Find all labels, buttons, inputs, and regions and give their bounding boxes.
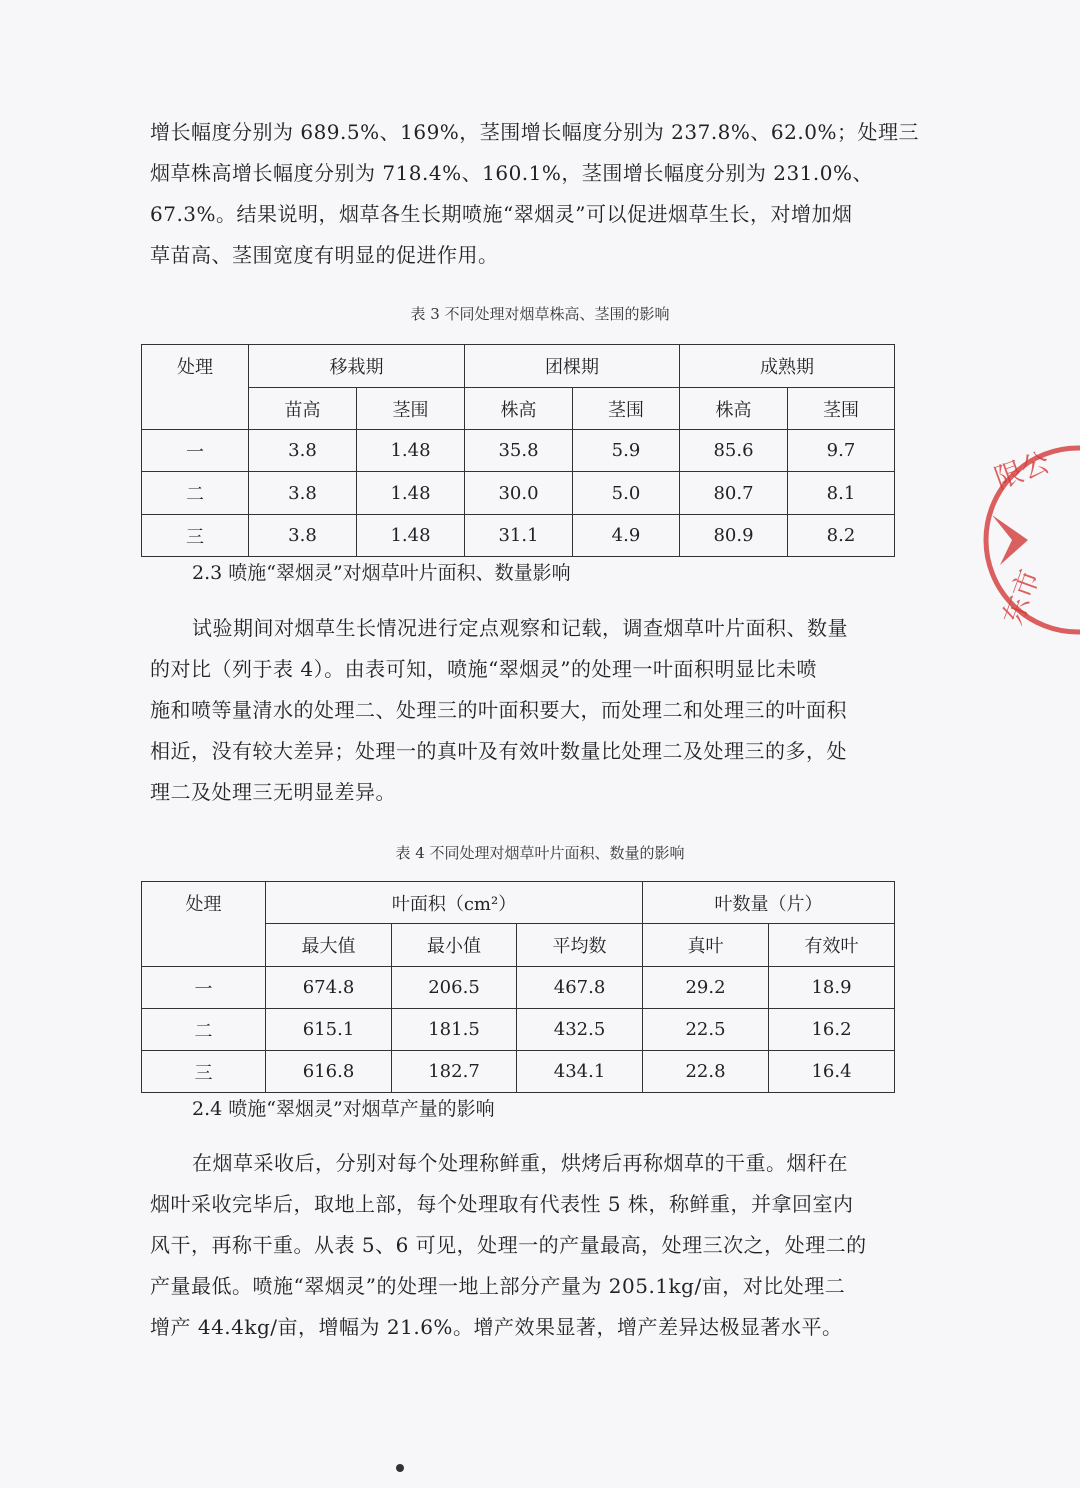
table3-row-label: 三 bbox=[142, 515, 249, 557]
table3-row-label: 一 bbox=[142, 430, 249, 472]
table-cell: 4.9 bbox=[573, 515, 680, 557]
text-line: 草苗高、茎围宽度有明显的促进作用。 bbox=[150, 243, 499, 267]
table3-header-transplant: 移栽期 bbox=[249, 345, 465, 388]
table3-subheader: 茎围 bbox=[357, 388, 465, 430]
seal-text-bottom: 东市 bbox=[996, 565, 1047, 629]
paragraph-yield bbox=[150, 1143, 895, 1348]
table-row bbox=[142, 1051, 895, 1093]
table-cell: 3.8 bbox=[249, 472, 357, 515]
table3 bbox=[141, 344, 895, 557]
table4-subheader: 有效叶 bbox=[769, 924, 895, 967]
text-line: 的对比（列于表 4）。由表可知，喷施“翠烟灵”的处理一叶面积明显比未喷 bbox=[150, 657, 818, 681]
table-cell: 5.9 bbox=[573, 430, 680, 472]
table3-row-label: 二 bbox=[142, 472, 249, 515]
text-line: 风干，再称干重。从表 5、6 可见，处理一的产量最高，处理三次之，处理二的 bbox=[150, 1233, 867, 1257]
table-cell: 80.7 bbox=[680, 472, 788, 515]
table3-header-mature: 成熟期 bbox=[680, 345, 895, 388]
table-cell: 8.2 bbox=[788, 515, 895, 557]
text-line: 增产 44.4kg/亩，增幅为 21.6%。增产效果显著，增产差异达极显著水平。 bbox=[150, 1315, 843, 1339]
table4-subheader: 最小值 bbox=[392, 924, 517, 967]
table-cell: 16.4 bbox=[769, 1051, 895, 1093]
text-line: 产量最低。喷施“翠烟灵”的处理一地上部分产量为 205.1kg/亩，对比处理二 bbox=[150, 1274, 846, 1298]
table-cell: 35.8 bbox=[465, 430, 573, 472]
table-cell: 85.6 bbox=[680, 430, 788, 472]
table-cell: 206.5 bbox=[392, 967, 517, 1009]
table-cell: 1.48 bbox=[357, 430, 465, 472]
section-2-3-heading: 2.3 喷施“翠烟灵”对烟草叶片面积、数量影响 bbox=[192, 562, 571, 584]
text-line: 理二及处理三无明显差异。 bbox=[150, 780, 396, 804]
table4-subheader: 最大值 bbox=[266, 924, 392, 967]
table-row bbox=[142, 430, 895, 472]
text-line: 烟草株高增长幅度分别为 718.4%、160.1%，茎围增长幅度分别为 231.0%、 bbox=[150, 161, 873, 185]
table4-row-label: 一 bbox=[142, 967, 266, 1009]
table-row bbox=[142, 515, 895, 557]
scan-mark bbox=[396, 1464, 404, 1472]
table4 bbox=[141, 881, 895, 1093]
text-line: 烟叶采收完毕后，取地上部，每个处理取有代表性 5 株，称鲜重，并拿回室内 bbox=[150, 1192, 854, 1216]
seal-icon bbox=[960, 420, 1080, 660]
table3-header-rosette: 团棵期 bbox=[465, 345, 680, 388]
table4-row-label: 二 bbox=[142, 1009, 266, 1051]
table-cell: 467.8 bbox=[517, 967, 643, 1009]
section-2-4-heading: 2.4 喷施“翠烟灵”对烟草产量的影响 bbox=[192, 1098, 495, 1120]
table-cell: 616.8 bbox=[266, 1051, 392, 1093]
table-cell: 1.48 bbox=[357, 515, 465, 557]
table-cell: 29.2 bbox=[643, 967, 769, 1009]
table3-header-treatment: 处理 bbox=[142, 345, 249, 430]
table3-subheader: 茎围 bbox=[788, 388, 895, 430]
table3-caption: 表 3 不同处理对烟草株高、茎围的影响 bbox=[410, 305, 670, 323]
table-cell: 181.5 bbox=[392, 1009, 517, 1051]
table-cell: 18.9 bbox=[769, 967, 895, 1009]
table-row bbox=[142, 967, 895, 1009]
table-cell: 16.2 bbox=[769, 1009, 895, 1051]
text-line: 增长幅度分别为 689.5%、169%，茎围增长幅度分别为 237.8%、62.0%；处理三 bbox=[150, 120, 919, 144]
seal-text-top: 限公 bbox=[990, 445, 1055, 496]
table-cell: 182.7 bbox=[392, 1051, 517, 1093]
table-cell: 3.8 bbox=[249, 430, 357, 472]
table4-row-label: 三 bbox=[142, 1051, 266, 1093]
table3-subheader: 苗高 bbox=[249, 388, 357, 430]
table-cell: 31.1 bbox=[465, 515, 573, 557]
table-cell: 434.1 bbox=[517, 1051, 643, 1093]
text-line: 在烟草采收后，分别对每个处理称鲜重，烘烤后再称烟草的干重。烟秆在 bbox=[192, 1151, 848, 1175]
paragraph-leaf-area bbox=[150, 608, 895, 813]
text-line: 67.3%。结果说明，烟草各生长期喷施“翠烟灵”可以促进烟草生长，对增加烟 bbox=[150, 202, 853, 226]
table4-subheader: 真叶 bbox=[643, 924, 769, 967]
table-cell: 30.0 bbox=[465, 472, 573, 515]
table-cell: 674.8 bbox=[266, 967, 392, 1009]
table3-subheader: 茎围 bbox=[573, 388, 680, 430]
table-row bbox=[142, 1009, 895, 1051]
text-line: 相近，没有较大差异；处理一的真叶及有效叶数量比处理二及处理三的多，处 bbox=[150, 739, 847, 763]
company-seal-stamp bbox=[960, 420, 1080, 660]
paragraph-growth-results bbox=[150, 112, 919, 276]
table4-header-treatment: 处理 bbox=[142, 882, 266, 967]
table-cell: 22.8 bbox=[643, 1051, 769, 1093]
table-cell: 3.8 bbox=[249, 515, 357, 557]
text-line: 施和喷等量清水的处理二、处理三的叶面积要大，而处理二和处理三的叶面积 bbox=[150, 698, 847, 722]
table4-header-leaf-area: 叶面积（cm²） bbox=[266, 882, 643, 924]
table-cell: 615.1 bbox=[266, 1009, 392, 1051]
text-line: 试验期间对烟草生长情况进行定点观察和记载，调查烟草叶片面积、数量 bbox=[192, 616, 848, 640]
table-cell: 22.5 bbox=[643, 1009, 769, 1051]
table3-subheader: 株高 bbox=[465, 388, 573, 430]
table4-header-leaf-count: 叶数量（片） bbox=[643, 882, 895, 924]
table-cell: 9.7 bbox=[788, 430, 895, 472]
table3-subheader: 株高 bbox=[680, 388, 788, 430]
table-cell: 5.0 bbox=[573, 472, 680, 515]
table-row bbox=[142, 472, 895, 515]
table-cell: 80.9 bbox=[680, 515, 788, 557]
seal-star-mark bbox=[992, 515, 1028, 565]
table-cell: 1.48 bbox=[357, 472, 465, 515]
table-cell: 432.5 bbox=[517, 1009, 643, 1051]
table4-caption: 表 4 不同处理对烟草叶片面积、数量的影响 bbox=[395, 844, 685, 862]
table4-subheader: 平均数 bbox=[517, 924, 643, 967]
table-cell: 8.1 bbox=[788, 472, 895, 515]
